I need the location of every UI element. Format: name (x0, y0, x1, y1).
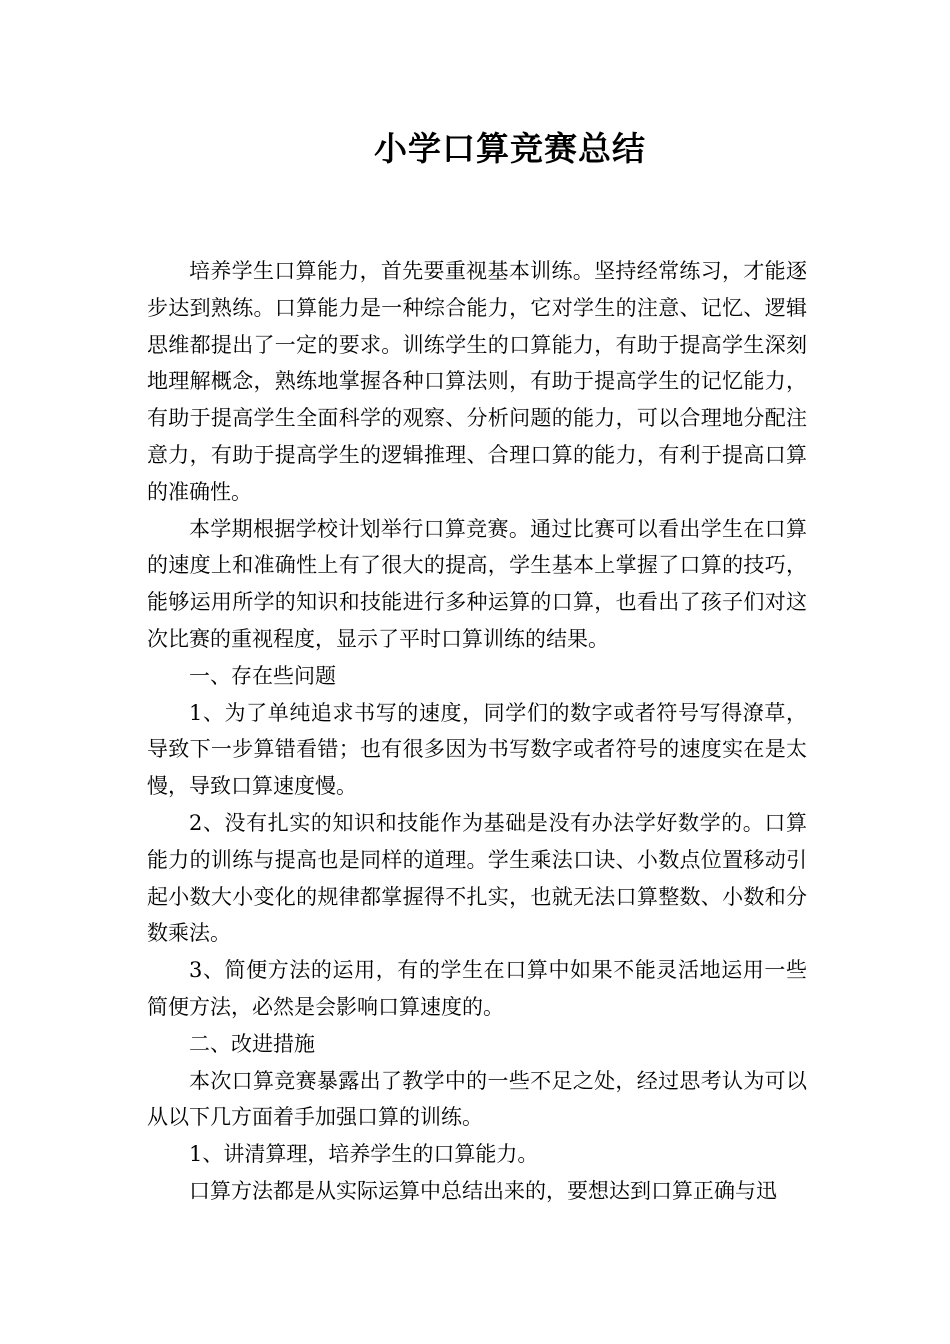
paragraph: 2、没有扎实的知识和技能作为基础是没有办法学好数学的。口算能力的训练与提高也是同样的道理。学生乘法口诀、小数点位置移动引起小数大小变化的规律都掌握得不扎实，也就无法口算整数、小数和分数乘法。 (147, 810, 807, 946)
document-body (147, 253, 807, 1210)
paragraph: 1、为了单纯追求书写的速度，同学们的数字或者符号写得潦草，导致下一步算错看错；也有很多因为书写数字或者符号的速度实在是太慢，导致口算速度慢。 (147, 700, 807, 799)
section-heading: 一、存在些问题 (189, 663, 336, 688)
section-heading: 二、改进措施 (189, 1031, 315, 1056)
paragraph: 3、简便方法的运用，有的学生在口算中如果不能灵活地运用一些简便方法，必然是会影响口算速度的。 (147, 958, 807, 1019)
paragraph: 口算方法都是从实际运算中总结出来的，要想达到口算正确与迅 (189, 1178, 777, 1203)
paragraph: 本学期根据学校计划举行口算竞赛。通过比赛可以看出学生在口算的速度上和准确性上有了很大的提高，学生基本上掌握了口算的技巧，能够运用所学的知识和技能进行多种运算的口算，也看出了孩子们对这次比赛的重视程度，显示了平时口算训练的结果。 (147, 516, 807, 651)
paragraph: 本次口算竞赛暴露出了教学中的一些不足之处，经过思考认为可以从以下几方面着手加强口算的训练。 (147, 1068, 807, 1130)
paragraph: 1、讲清算理，培养学生的口算能力。 (189, 1142, 539, 1167)
document-title: 小学口算竞赛总结 (374, 129, 646, 168)
paragraph: 培养学生口算能力，首先要重视基本训练。坚持经常练习，才能逐步达到熟练。口算能力是一种综合能力，它对学生的注意、记忆、逻辑思维都提出了一定的要求。训练学生的口算能力，有助于提高学生深刻地理解概念，熟练地掌握各种口算法则，有助于提高学生的记忆能力，有助于提高学生全面科学的观察、分析问题的能力，可以合理地分配注意力，有助于提高学生的逻辑推理、合理口算的能力，有利于提高口算的准确性。 (147, 259, 807, 504)
